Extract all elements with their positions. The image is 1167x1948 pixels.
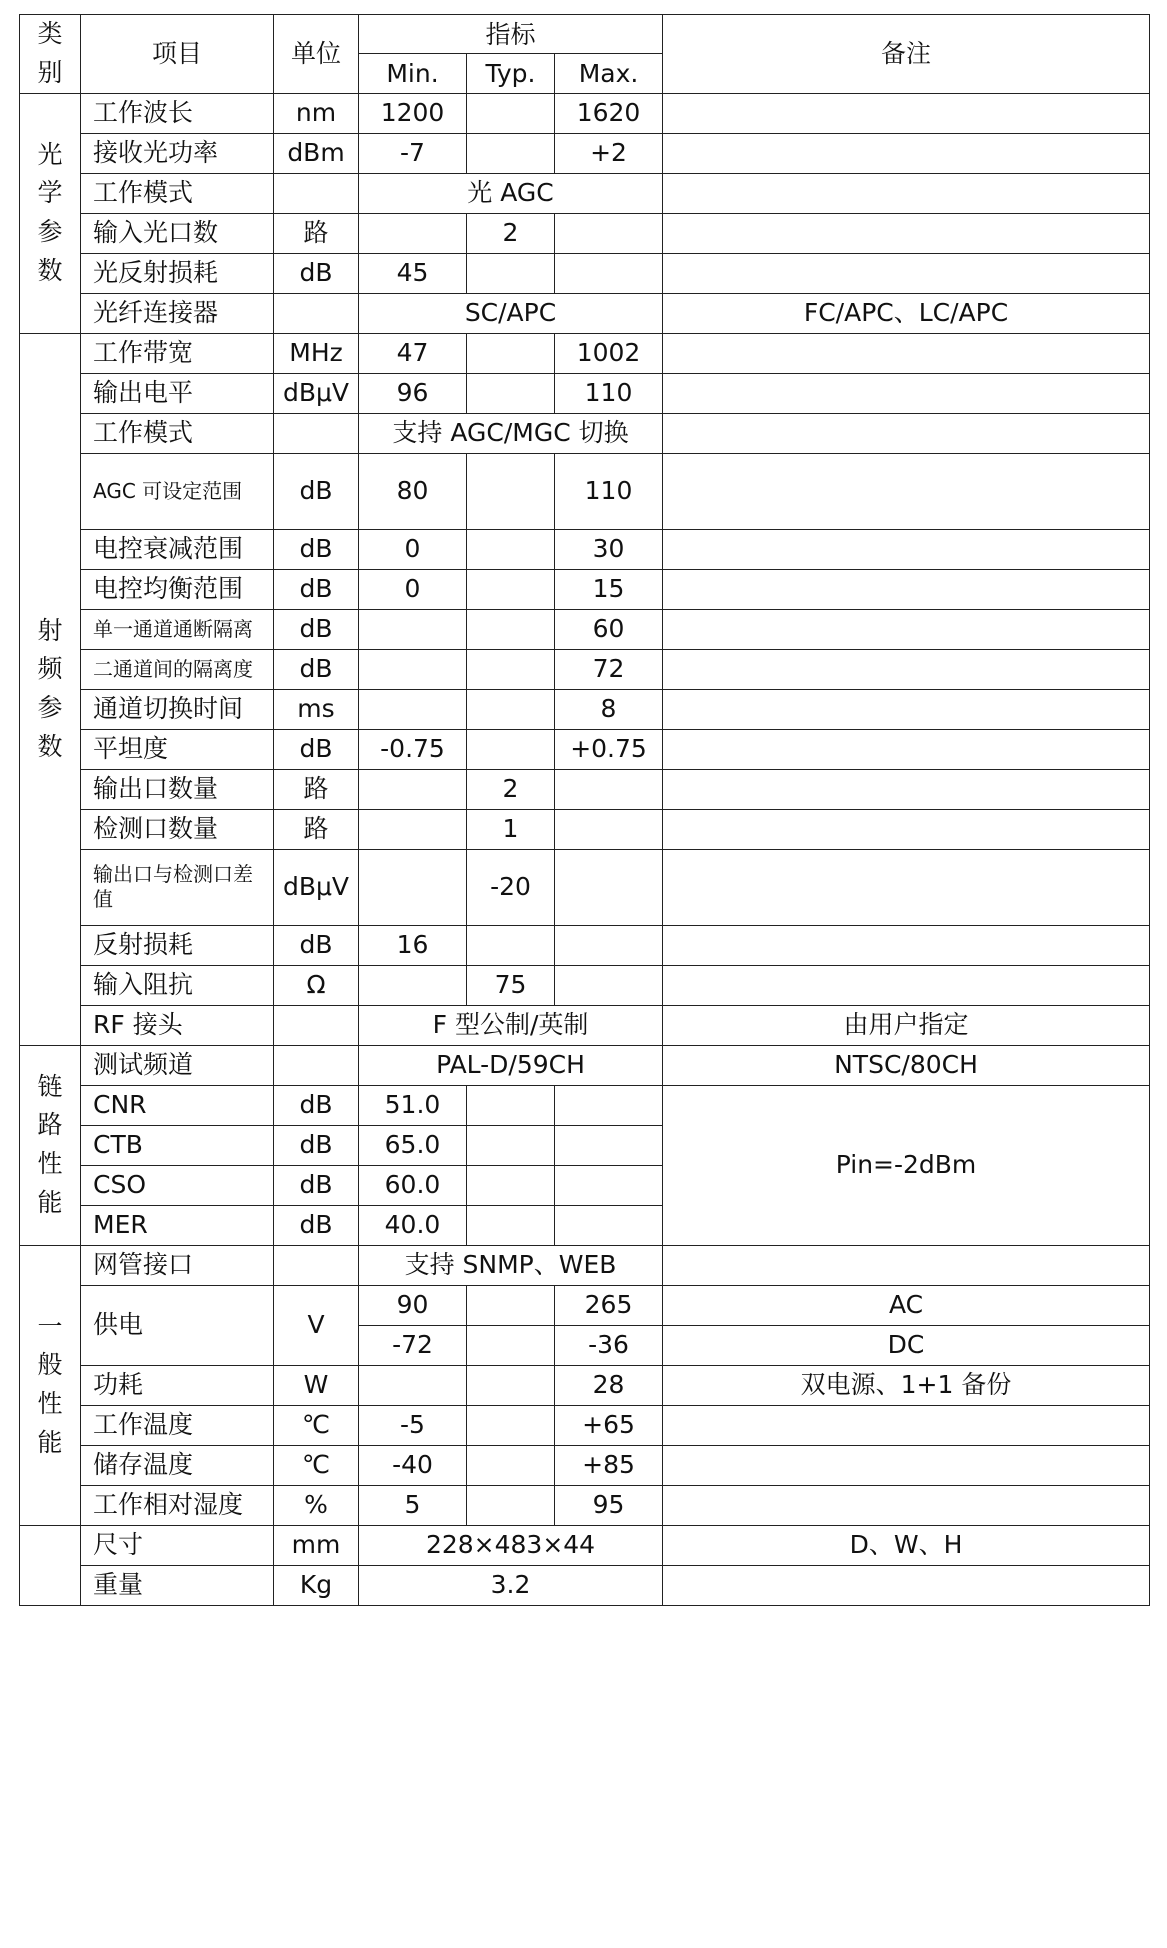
item-cell: 电控均衡范围 — [81, 569, 274, 609]
unit-cell: MHz — [274, 333, 359, 373]
category-cell — [20, 1045, 81, 1245]
table-row — [20, 1485, 1150, 1525]
min-cell: 1200 — [359, 93, 467, 133]
unit-cell: dB — [274, 729, 359, 769]
table-row — [20, 15, 1150, 54]
remark-cell: 双电源、1+1 备份 — [663, 1365, 1150, 1405]
typ-cell — [467, 133, 555, 173]
indicator-merged-cell: 支持 AGC/MGC 切换 — [359, 413, 663, 453]
unit-cell: mm — [274, 1525, 359, 1565]
category-cell — [20, 1525, 81, 1605]
max-cell: 95 — [555, 1485, 663, 1525]
item-cell: 输出口与检测口差值 — [81, 849, 274, 925]
typ-cell — [467, 1445, 555, 1485]
unit-cell: V — [274, 1285, 359, 1365]
unit-cell: dB — [274, 1125, 359, 1165]
unit-cell: W — [274, 1365, 359, 1405]
table-row — [20, 1525, 1150, 1565]
header-item: 项目 — [81, 15, 274, 94]
item-cell: 电控衰减范围 — [81, 529, 274, 569]
remark-cell — [663, 849, 1150, 925]
category-label: 射频参数 — [37, 615, 63, 761]
item-cell: 工作模式 — [81, 413, 274, 453]
unit-cell: dBμV — [274, 849, 359, 925]
indicator-merged-cell: 光 AGC — [359, 173, 663, 213]
header-unit: 单位 — [274, 15, 359, 94]
remark-cell — [663, 453, 1150, 529]
min-cell: 60.0 — [359, 1165, 467, 1205]
table-row — [20, 1365, 1150, 1405]
item-cell: 二通道间的隔离度 — [81, 649, 274, 689]
unit-cell — [274, 1245, 359, 1285]
remark-cell — [663, 689, 1150, 729]
max-cell — [555, 253, 663, 293]
header-indicator: 指标 — [359, 15, 663, 54]
table-row — [20, 649, 1150, 689]
header-remark: 备注 — [663, 15, 1150, 94]
item-cell: 网管接口 — [81, 1245, 274, 1285]
table-row — [20, 1005, 1150, 1045]
remark-cell — [663, 373, 1150, 413]
remark-cell: DC — [663, 1325, 1150, 1365]
unit-cell: dB — [274, 649, 359, 689]
table-row — [20, 213, 1150, 253]
remark-cell: Pin=-2dBm — [663, 1085, 1150, 1245]
indicator-merged-cell: F 型公制/英制 — [359, 1005, 663, 1045]
min-cell — [359, 769, 467, 809]
item-cell: 平坦度 — [81, 729, 274, 769]
unit-cell: dB — [274, 1205, 359, 1245]
table-row — [20, 569, 1150, 609]
max-cell: 8 — [555, 689, 663, 729]
typ-cell — [467, 93, 555, 133]
typ-cell — [467, 373, 555, 413]
table-row — [20, 849, 1150, 925]
unit-cell: dB — [274, 1085, 359, 1125]
item-cell: RF 接头 — [81, 1005, 274, 1045]
table-row — [20, 173, 1150, 213]
item-cell: 输入光口数 — [81, 213, 274, 253]
unit-cell: dB — [274, 609, 359, 649]
item-cell: 工作相对湿度 — [81, 1485, 274, 1525]
typ-cell — [467, 1125, 555, 1165]
min-cell — [359, 849, 467, 925]
remark-cell — [663, 925, 1150, 965]
typ-cell — [467, 609, 555, 649]
max-cell — [555, 1085, 663, 1125]
typ-cell — [467, 1085, 555, 1125]
table-row — [20, 93, 1150, 133]
category-cell — [20, 1245, 81, 1525]
max-cell: 1620 — [555, 93, 663, 133]
remark-cell — [663, 1405, 1150, 1445]
typ-cell — [467, 649, 555, 689]
item-cell: 测试频道 — [81, 1045, 274, 1085]
typ-cell: -20 — [467, 849, 555, 925]
item-cell: 光纤连接器 — [81, 293, 274, 333]
remark-cell: AC — [663, 1285, 1150, 1325]
typ-cell — [467, 925, 555, 965]
indicator-merged-cell: SC/APC — [359, 293, 663, 333]
max-cell — [555, 809, 663, 849]
item-cell: 输出电平 — [81, 373, 274, 413]
typ-cell — [467, 689, 555, 729]
table-row — [20, 1045, 1150, 1085]
item-cell: 工作温度 — [81, 1405, 274, 1445]
min-cell: 0 — [359, 569, 467, 609]
max-cell: +65 — [555, 1405, 663, 1445]
remark-cell — [663, 133, 1150, 173]
min-cell: 96 — [359, 373, 467, 413]
item-cell: 接收光功率 — [81, 133, 274, 173]
max-cell: 60 — [555, 609, 663, 649]
typ-cell: 2 — [467, 769, 555, 809]
max-cell: 1002 — [555, 333, 663, 373]
table-row — [20, 133, 1150, 173]
typ-cell: 2 — [467, 213, 555, 253]
unit-cell — [274, 413, 359, 453]
min-cell — [359, 689, 467, 729]
item-cell: 光反射损耗 — [81, 253, 274, 293]
table-row — [20, 253, 1150, 293]
min-cell — [359, 213, 467, 253]
unit-cell: Ω — [274, 965, 359, 1005]
remark-cell — [663, 649, 1150, 689]
max-cell: 265 — [555, 1285, 663, 1325]
remark-cell: FC/APC、LC/APC — [663, 293, 1150, 333]
table-row — [20, 609, 1150, 649]
unit-cell: % — [274, 1485, 359, 1525]
min-cell: -5 — [359, 1405, 467, 1445]
typ-cell — [467, 333, 555, 373]
typ-cell — [467, 1365, 555, 1405]
indicator-merged-cell: 3.2 — [359, 1565, 663, 1605]
min-cell — [359, 1365, 467, 1405]
item-cell: 通道切换时间 — [81, 689, 274, 729]
remark-cell — [663, 1565, 1150, 1605]
typ-cell — [467, 729, 555, 769]
spec-table — [19, 14, 1150, 1606]
remark-cell — [663, 529, 1150, 569]
table-row — [20, 729, 1150, 769]
min-cell: 5 — [359, 1485, 467, 1525]
typ-cell — [467, 253, 555, 293]
remark-cell — [663, 93, 1150, 133]
table-row — [20, 529, 1150, 569]
item-cell: 检测口数量 — [81, 809, 274, 849]
max-cell: +0.75 — [555, 729, 663, 769]
unit-cell: 路 — [274, 769, 359, 809]
min-cell — [359, 809, 467, 849]
table-row — [20, 1565, 1150, 1605]
typ-cell — [467, 1405, 555, 1445]
remark-cell — [663, 769, 1150, 809]
typ-cell — [467, 1205, 555, 1245]
item-cell: CTB — [81, 1125, 274, 1165]
unit-cell: ℃ — [274, 1445, 359, 1485]
header-typ: Typ. — [467, 54, 555, 93]
min-cell: 40.0 — [359, 1205, 467, 1245]
item-cell: 工作模式 — [81, 173, 274, 213]
max-cell — [555, 1165, 663, 1205]
table-row — [20, 925, 1150, 965]
item-cell: 反射损耗 — [81, 925, 274, 965]
typ-cell — [467, 1485, 555, 1525]
remark-cell — [663, 333, 1150, 373]
item-cell: 储存温度 — [81, 1445, 274, 1485]
table-row — [20, 689, 1150, 729]
remark-cell — [663, 413, 1150, 453]
remark-cell — [663, 213, 1150, 253]
min-cell: 51.0 — [359, 1085, 467, 1125]
header-category-label: 类别 — [37, 19, 63, 87]
max-cell: 15 — [555, 569, 663, 609]
item-cell: 工作波长 — [81, 93, 274, 133]
unit-cell: dB — [274, 253, 359, 293]
unit-cell — [274, 173, 359, 213]
min-cell: 90 — [359, 1285, 467, 1325]
item-cell: 尺寸 — [81, 1525, 274, 1565]
header-min: Min. — [359, 54, 467, 93]
remark-cell — [663, 965, 1150, 1005]
max-cell: 72 — [555, 649, 663, 689]
max-cell: +85 — [555, 1445, 663, 1485]
indicator-merged-cell: 支持 SNMP、WEB — [359, 1245, 663, 1285]
remark-cell — [663, 253, 1150, 293]
typ-cell — [467, 1285, 555, 1325]
remark-cell — [663, 729, 1150, 769]
max-cell: 30 — [555, 529, 663, 569]
max-cell — [555, 925, 663, 965]
item-cell: 重量 — [81, 1565, 274, 1605]
indicator-merged-cell: 228×483×44 — [359, 1525, 663, 1565]
typ-cell — [467, 569, 555, 609]
table-row — [20, 453, 1150, 529]
unit-cell: 路 — [274, 809, 359, 849]
max-cell — [555, 965, 663, 1005]
table-row — [20, 1405, 1150, 1445]
item-cell: MER — [81, 1205, 274, 1245]
table-row — [20, 769, 1150, 809]
remark-cell: 由用户指定 — [663, 1005, 1150, 1045]
item-cell: 输出口数量 — [81, 769, 274, 809]
unit-cell: dB — [274, 529, 359, 569]
max-cell: 28 — [555, 1365, 663, 1405]
category-label: 光学参数 — [37, 139, 63, 285]
table-row — [20, 1285, 1150, 1325]
indicator-merged-cell: PAL-D/59CH — [359, 1045, 663, 1085]
item-cell: 单一通道通断隔离 — [81, 609, 274, 649]
max-cell — [555, 1205, 663, 1245]
unit-cell — [274, 1045, 359, 1085]
max-cell — [555, 1125, 663, 1165]
category-cell — [20, 93, 81, 333]
table-row — [20, 293, 1150, 333]
item-cell: 功耗 — [81, 1365, 274, 1405]
header-max: Max. — [555, 54, 663, 93]
max-cell: 110 — [555, 373, 663, 413]
item-cell: CNR — [81, 1085, 274, 1125]
min-cell: 16 — [359, 925, 467, 965]
min-cell: 47 — [359, 333, 467, 373]
min-cell: 45 — [359, 253, 467, 293]
max-cell: +2 — [555, 133, 663, 173]
typ-cell — [467, 1165, 555, 1205]
typ-cell — [467, 529, 555, 569]
item-cell: CSO — [81, 1165, 274, 1205]
min-cell: -40 — [359, 1445, 467, 1485]
min-cell — [359, 609, 467, 649]
min-cell: -72 — [359, 1325, 467, 1365]
remark-cell — [663, 609, 1150, 649]
unit-cell: ℃ — [274, 1405, 359, 1445]
min-cell: 80 — [359, 453, 467, 529]
header-category — [20, 15, 81, 94]
remark-cell — [663, 173, 1150, 213]
typ-cell — [467, 453, 555, 529]
unit-cell — [274, 1005, 359, 1045]
unit-cell — [274, 293, 359, 333]
max-cell — [555, 849, 663, 925]
item-cell: 供电 — [81, 1285, 274, 1365]
remark-cell — [663, 1245, 1150, 1285]
min-cell: 65.0 — [359, 1125, 467, 1165]
max-cell: -36 — [555, 1325, 663, 1365]
unit-cell: 路 — [274, 213, 359, 253]
category-label: 一般性能 — [37, 1311, 63, 1457]
unit-cell: dB — [274, 569, 359, 609]
remark-cell — [663, 569, 1150, 609]
typ-cell — [467, 1325, 555, 1365]
table-row — [20, 333, 1150, 373]
table-row — [20, 1245, 1150, 1285]
category-cell — [20, 333, 81, 1045]
typ-cell: 1 — [467, 809, 555, 849]
category-label: 链路性能 — [37, 1071, 63, 1217]
remark-cell: D、W、H — [663, 1525, 1150, 1565]
item-cell: AGC 可设定范围 — [81, 453, 274, 529]
remark-cell — [663, 1445, 1150, 1485]
item-cell: 工作带宽 — [81, 333, 274, 373]
typ-cell: 75 — [467, 965, 555, 1005]
table-row — [20, 373, 1150, 413]
unit-cell: nm — [274, 93, 359, 133]
unit-cell: dBμV — [274, 373, 359, 413]
table-row — [20, 809, 1150, 849]
remark-cell — [663, 1485, 1150, 1525]
min-cell: -0.75 — [359, 729, 467, 769]
unit-cell: dB — [274, 453, 359, 529]
table-row — [20, 413, 1150, 453]
min-cell — [359, 649, 467, 689]
max-cell: 110 — [555, 453, 663, 529]
min-cell: 0 — [359, 529, 467, 569]
remark-cell — [663, 809, 1150, 849]
remark-cell: NTSC/80CH — [663, 1045, 1150, 1085]
min-cell — [359, 965, 467, 1005]
min-cell: -7 — [359, 133, 467, 173]
table-row — [20, 1445, 1150, 1485]
max-cell — [555, 769, 663, 809]
table-row — [20, 1085, 1150, 1125]
table-row — [20, 965, 1150, 1005]
item-cell: 输入阻抗 — [81, 965, 274, 1005]
unit-cell: ms — [274, 689, 359, 729]
unit-cell: dB — [274, 925, 359, 965]
unit-cell: dBm — [274, 133, 359, 173]
unit-cell: Kg — [274, 1565, 359, 1605]
unit-cell: dB — [274, 1165, 359, 1205]
max-cell — [555, 213, 663, 253]
